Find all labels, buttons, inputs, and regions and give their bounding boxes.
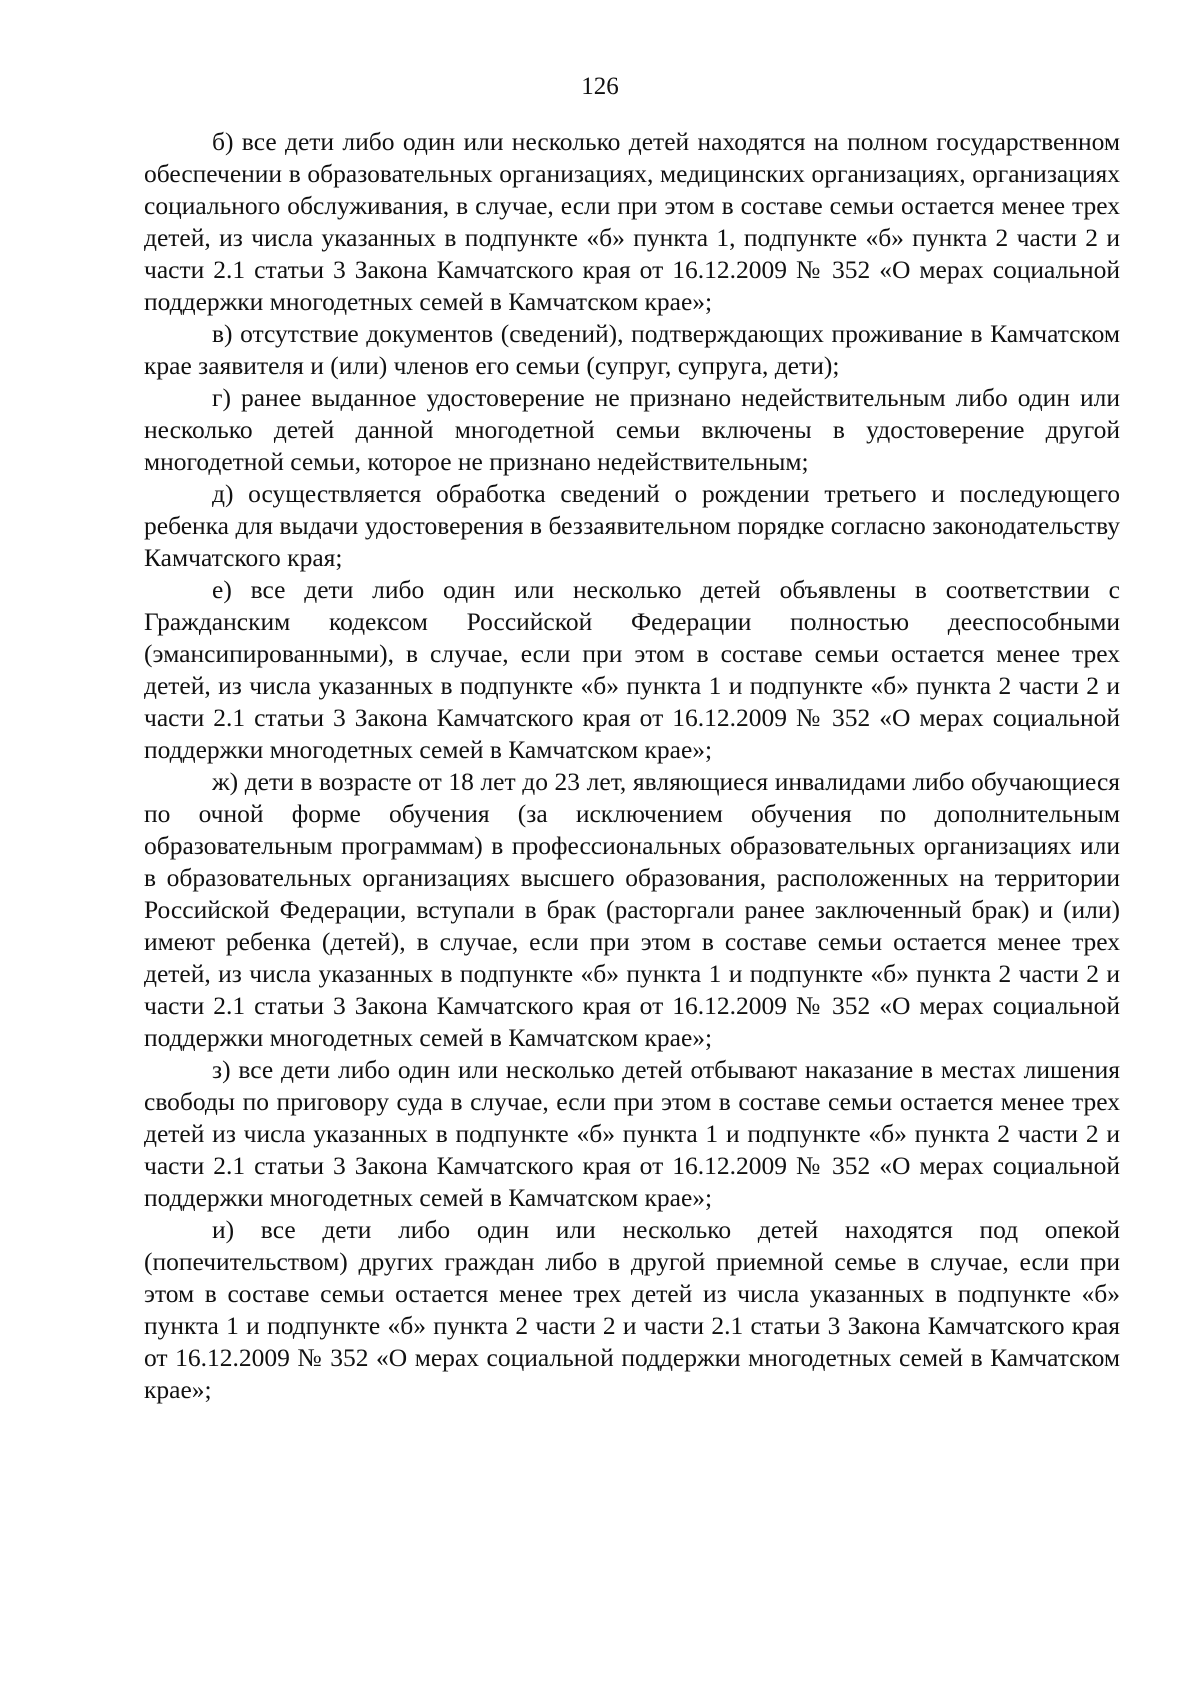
paragraph-g: г) ранее выданное удостоверение не признано недействительным либо один или несколько детей данной многодетной семьи включены в удостоверение другой многодетной семьи, которое не признано недействительным; (144, 383, 1120, 476)
paragraph-b: б) все дети либо один или несколько детей находятся на полном государственном обеспечении в образовательных организациях, медицинских организациях, организациях социального обслуживания, в случае, если при этом в составе семьи остается менее трех детей, из числа указанных в подпункте «б» пункта 1, подпункте «б» пункта 2 части 2 и части 2.1 статьи 3 Закона Камчатского края от 16.12.2009 № 352 «О мерах социальной поддержки многодетных семей в Камчатском крае»; (144, 127, 1120, 316)
paragraph-zh: ж) дети в возрасте от 18 лет до 23 лет, являющиеся инвалидами либо обучающиеся по очной форме обучения (за исключением обучения по дополнительным образовательным программам) в профессиональных образовательных организациях или в образовательных организациях высшего образования, расположенных на территории Российской Федерации, вступали в брак (расторгали ранее заключенный брак) и (или) имеют ребенка (детей), в случае, если при этом в составе семьи остается менее трех детей, из числа указанных в подпункте «б» пункта 1 и подпункте «б» пункта 2 части 2 и части 2.1 статьи 3 Закона Камчатского края от 16.12.2009 № 352 «О мерах социальной поддержки многодетных семей в Камчатском крае»; (144, 767, 1120, 1052)
page-number: 126 (581, 73, 619, 100)
paragraph-v: в) отсутствие документов (сведений), подтверждающих проживание в Камчатском крае заявителя и (или) членов его семьи (супруг, супруга, дети); (144, 319, 1120, 380)
paragraph-d: д) осуществляется обработка сведений о рождении третьего и последующего ребенка для выдачи удостоверения в беззаявительном порядке согласно законодательству Камчатского края; (144, 479, 1120, 572)
paragraph-z: з) все дети либо один или несколько детей отбывают наказание в местах лишения свободы по приговору суда в случае, если при этом в составе семьи остается менее трех детей из числа указанных в подпункте «б» пункта 1 и подпункте «б» пункта 2 части 2 и части 2.1 статьи 3 Закона Камчатского края от 16.12.2009 № 352 «О мерах социальной поддержки многодетных семей в Камчатском крае»; (144, 1055, 1120, 1212)
paragraph-i: и) все дети либо один или несколько детей находятся под опекой (попечительством) других граждан либо в другой приемной семье в случае, если при этом в составе семьи остается менее трех детей из числа указанных в подпункте «б» пункта 1 и подпункте «б» пункта 2 части 2 и части 2.1 статьи 3 Закона Камчатского края от 16.12.2009 № 352 «О мерах социальной поддержки многодетных семей в Камчатском крае»; (144, 1215, 1120, 1404)
document-body (144, 126, 1120, 1406)
paragraph-e: е) все дети либо один или несколько детей объявлены в соответствии с Гражданским кодексом Российской Федерации полностью дееспособными (эмансипированными), в случае, если при этом в составе семьи остается менее трех детей, из числа указанных в подпункте «б» пункта 1 и подпункте «б» пункта 2 части 2 и части 2.1 статьи 3 Закона Камчатского края от 16.12.2009 № 352 «О мерах социальной поддержки многодетных семей в Камчатском крае»; (144, 575, 1120, 764)
